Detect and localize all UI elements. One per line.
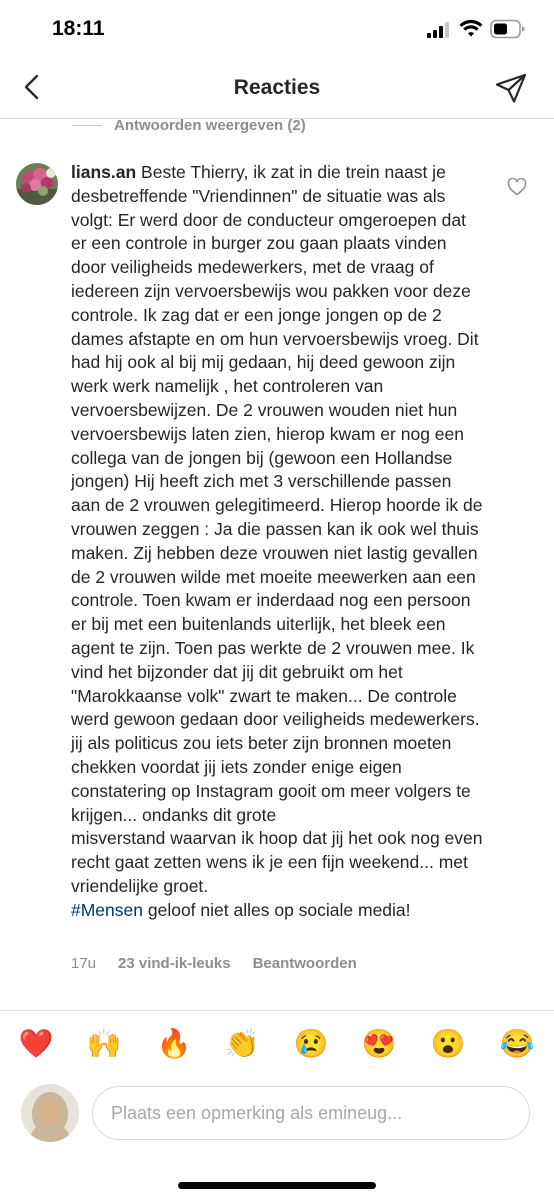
replies-divider: [72, 125, 102, 126]
flower-bouquet-avatar-image: [16, 163, 58, 205]
status-time: 18:11: [52, 17, 105, 40]
emoji-open-mouth[interactable]: 😮: [430, 1028, 466, 1059]
home-indicator: [178, 1182, 376, 1189]
hashtag-link[interactable]: #Mensen: [71, 899, 143, 920]
comment-time: 17u: [71, 955, 97, 972]
emoji-heart-eyes[interactable]: 😍: [361, 1028, 397, 1059]
user-avatar-image: [21, 1084, 79, 1142]
view-replies-button[interactable]: [72, 114, 306, 136]
comment-username[interactable]: lians.an: [71, 162, 137, 182]
likes-count[interactable]: 23 vind-ik-leuks: [118, 955, 231, 972]
wifi-icon: [459, 19, 483, 39]
status-bar: [0, 0, 554, 60]
emoji-crying-face[interactable]: 😢: [293, 1028, 329, 1059]
emoji-tears-of-joy[interactable]: 😂: [499, 1028, 535, 1059]
emoji-red-heart[interactable]: ❤️: [18, 1028, 54, 1059]
comment-body: Beste Thierry, ik zat in die trein naast je desbetreffende "Vriendinnen" de situatie was als volgt: Er werd door de conducteur omgeroepen dat er een controle in burger zou gaan plaats vinden door veiligheids medewerkers, met de vraag of iedereen zijn vervoersbewijs wou pakken voor deze controle. Ik zag dat er een jonge jongen op de 2 dames afstapte en om hun vervoersbewijs vroeg. Dit had hij ook al bij mij gedaan, hij deed gewoon zijn werk werk namelijk , het controleren van vervoersbewijzen. De 2 vrouwen wouden niet hun vervoersbewijs laten zien, hierop kwam er nog een collega van de jongen bij (gewoon een Hollandse jongen) Hij heeft zich met 3 verschillende passen aan de 2 vrouwen gelegitimeerd. Hierop hoorde ik de vrouwen zeggen : Ja die passen kan ik ook wel thuis maken. Zij hebben deze vrouwen niet lastig gevallen de 2 vrouwen wilde met moeite meewerken aan een controle. Toen kwam er inderdaad nog een persoon er bij met een buitenlands uiterlijk, het bleek een agent te zijn. Toen pas werkte de 2 vrouwen mee. Ik vind het bijzonder dat jij dit gebruikt om het "Marokkaanse volk" zwart te maken... De controle werd gewoon gedaan door veiligheids medewerkers. jij als politicus zou iets beter zijn bronnen moeten chekken voordat jij iets zonder enige eigen constatering op Instagram gooit om meer volgers te krijgen... ondanks dit grote misverstand waarvan ik hoop dat jij het ook nog even recht gaat zetten wens ik je een fijn weekend... met vriendelijke groet.: [71, 162, 483, 896]
comment-body-end: geloof niet alles op sociale media!: [143, 899, 411, 920]
comment-input[interactable]: [92, 1086, 530, 1140]
emoji-raising-hands[interactable]: 🙌: [86, 1028, 122, 1059]
emoji-clapping-hands[interactable]: 👏: [224, 1028, 260, 1059]
composer-avatar: [21, 1084, 79, 1142]
reply-button[interactable]: Beantwoorden: [252, 955, 357, 972]
comment-text: [71, 161, 484, 923]
emoji-bar: [0, 1010, 554, 1079]
view-replies-label: Antwoorden weergeven (2): [114, 116, 306, 134]
cellular-signal-icon: [427, 22, 451, 38]
battery-icon: [490, 19, 526, 39]
paper-plane-icon[interactable]: [494, 72, 528, 104]
comment-meta: [71, 955, 379, 972]
heart-outline-icon[interactable]: [507, 178, 527, 196]
emoji-fire[interactable]: 🔥: [156, 1028, 192, 1059]
header: [0, 60, 554, 119]
avatar[interactable]: [16, 163, 58, 205]
page-title: Reacties: [233, 76, 321, 99]
